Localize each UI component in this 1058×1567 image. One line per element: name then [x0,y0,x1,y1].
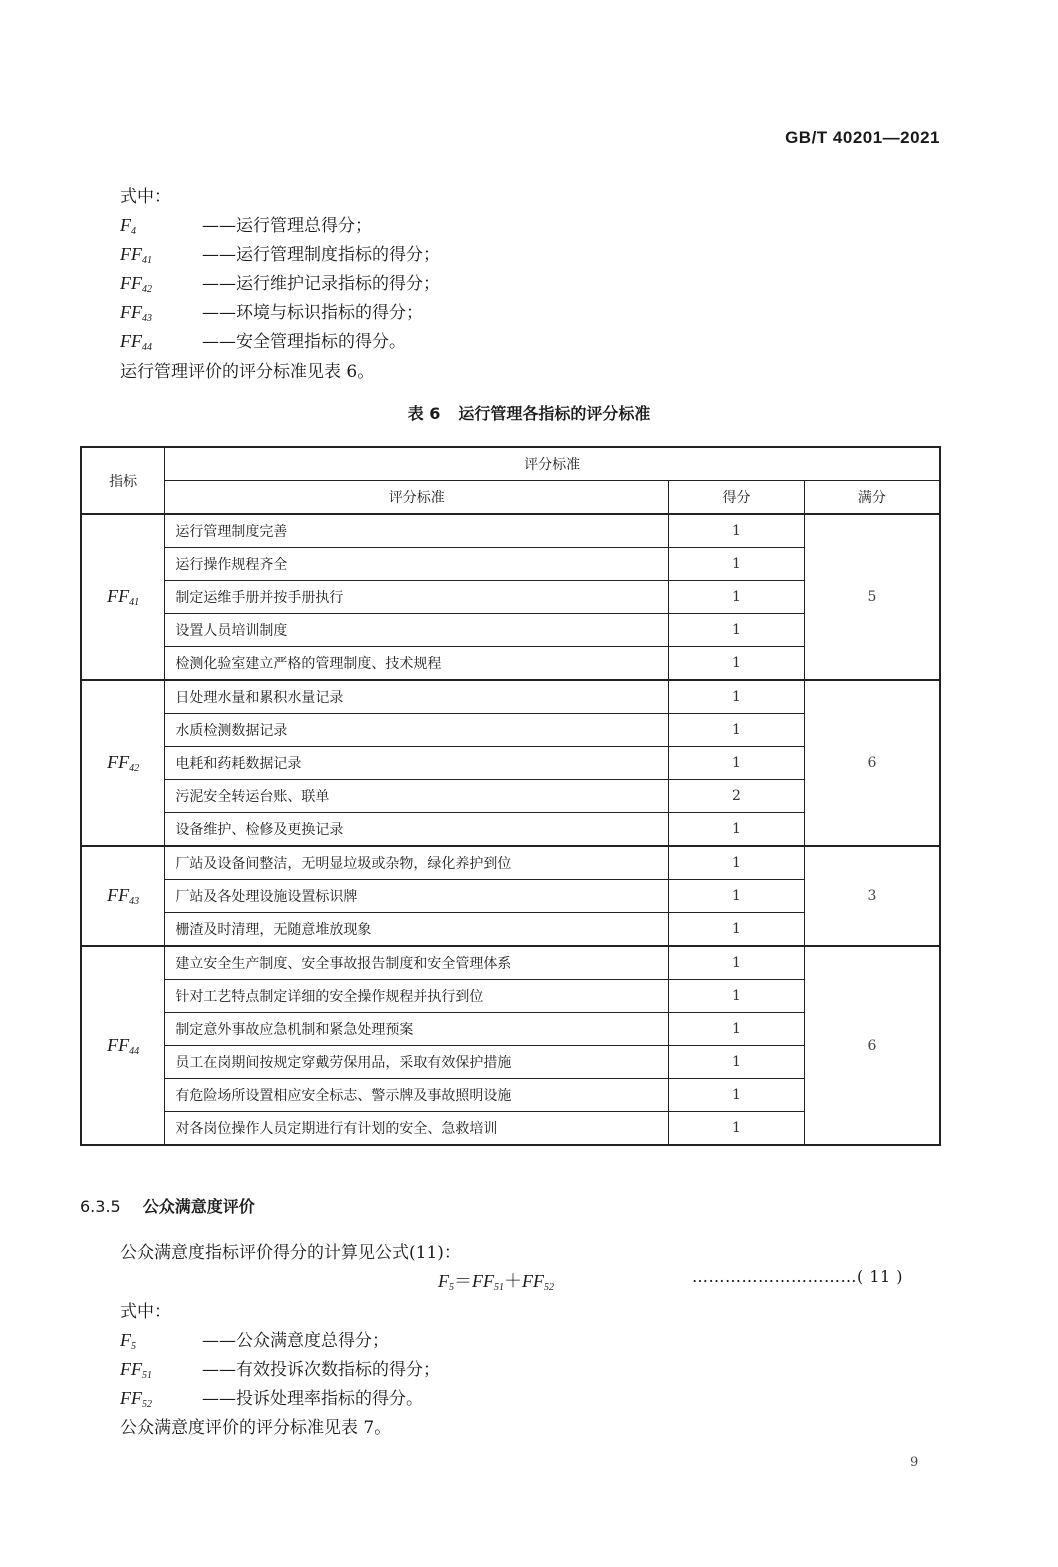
table-row [81,846,940,880]
score-cell: 1 [669,980,805,1013]
criterion-cell: 设置人员培训制度 [165,614,669,647]
score-cell: 1 [669,548,805,581]
score-cell: 1 [669,813,805,847]
score-cell: 1 [669,1046,805,1079]
definition-line [120,327,406,353]
scoring-table [80,446,941,1146]
header-score: 得分 [669,481,805,515]
table-row [81,946,940,980]
criterion-cell: 日处理水量和累积水量记录 [165,680,669,714]
criterion-cell: 电耗和药耗数据记录 [165,747,669,780]
criterion-cell: 检测化验室建立严格的管理制度、技术规程 [165,647,669,681]
definition-line [120,269,440,295]
table-caption [0,401,1058,424]
definition-text: ——环境与标识指标的得分； [202,303,423,323]
definition-symbol: $FF_{51}$ [120,1359,152,1381]
definition-line [120,298,423,324]
definition-text: ——有效投诉次数指标的得分； [202,1360,440,1380]
score-cell: 1 [669,581,805,614]
section-number: 6.3.5 [80,1197,121,1216]
definition-line [120,211,372,237]
header-indicator: 指标 [81,447,165,514]
definition-text: ——运行维护记录指标的得分； [202,274,440,294]
header-full-score: 满分 [804,481,940,515]
formula-intro: 公众满意度指标评价得分的计算见公式(11)： [120,1243,461,1263]
score-cell: 1 [669,1112,805,1146]
score-cell: 1 [669,1013,805,1046]
full-score-cell: 6 [804,946,940,1145]
score-cell: 1 [669,747,805,780]
definition-symbol: $FF_{52}$ [120,1388,152,1410]
criterion-cell: 制定运维手册并按手册执行 [165,581,669,614]
standard-code: GB/T 40201—2021 [785,128,940,147]
criterion-cell: 运行管理制度完善 [165,514,669,548]
score-cell: 1 [669,680,805,714]
where-label-2: 式中： [120,1302,171,1322]
criterion-cell: 厂站及各处理设施设置标识牌 [165,880,669,913]
formula: $F_5=FF_{51}+FF_{52}$ [438,1271,554,1293]
criterion-cell: 厂站及设备间整洁，无明显垃圾或杂物，绿化养护到位 [165,846,669,880]
score-cell: 1 [669,714,805,747]
score-cell: 1 [669,614,805,647]
score-cell: 1 [669,946,805,980]
score-cell: 1 [669,846,805,880]
criterion-cell: 建立安全生产制度、安全事故报告制度和安全管理体系 [165,946,669,980]
definition-line [120,1384,423,1410]
table-row [81,680,940,714]
criterion-cell: 水质检测数据记录 [165,714,669,747]
definition-text: ——投诉处理率指标的得分。 [202,1389,423,1409]
full-score-cell: 5 [804,514,940,680]
definition-text: ——运行管理总得分； [202,216,372,236]
definition-symbol: $FF_{41}$ [120,244,152,266]
full-score-cell: 3 [804,846,940,946]
criterion-cell: 设备维护、检修及更换记录 [165,813,669,847]
definition-line [120,240,440,266]
criterion-cell: 运行操作规程齐全 [165,548,669,581]
section-title: 公众满意度评价 [142,1197,255,1216]
section-heading [80,1194,255,1217]
criterion-cell: 对各岗位操作人员定期进行有计划的安全、急救培训 [165,1112,669,1146]
definition-symbol: $F_4$ [120,215,136,237]
definition-text: ——运行管理制度指标的得分； [202,245,440,265]
table-row [81,514,940,548]
score-cell: 1 [669,514,805,548]
definition-symbol: $FF_{42}$ [120,273,152,295]
definition-line [120,1326,389,1352]
definition-symbol: $FF_{43}$ [120,302,152,324]
header-criterion: 评分标准 [165,481,669,515]
criterion-cell: 制定意外事故应急机制和紧急处理预案 [165,1013,669,1046]
definition-symbol: $F_5$ [120,1330,136,1352]
where-label: 式中： [120,187,171,207]
definition-text: ——安全管理指标的得分。 [202,332,406,352]
indicator-cell: $FF_{44}$ [81,946,165,1145]
criterion-cell: 有危险场所设置相应安全标志、警示牌及事故照明设施 [165,1079,669,1112]
indicator-cell: $FF_{42}$ [81,680,165,846]
table-title: 运行管理各指标的评分标准 [458,404,651,423]
criterion-cell: 栅渣及时清理，无随意堆放现象 [165,913,669,947]
criterion-cell: 污泥安全转运台账、联单 [165,780,669,813]
criterion-cell: 员工在岗期间按规定穿戴劳保用品，采取有效保护措施 [165,1046,669,1079]
score-cell: 1 [669,1079,805,1112]
full-score-cell: 6 [804,680,940,846]
definition-symbol: $FF_{44}$ [120,331,152,353]
definition-line [120,1355,440,1381]
indicator-cell: $FF_{41}$ [81,514,165,680]
score-cell: 1 [669,913,805,947]
formula-number: …………………………( 11 ) [692,1267,904,1286]
table-reference: 运行管理评价的评分标准见表 6。 [120,362,375,382]
criterion-cell: 针对工艺特点制定详细的安全操作规程并执行到位 [165,980,669,1013]
score-cell: 1 [669,880,805,913]
indicator-cell: $FF_{43}$ [81,846,165,946]
table-number: 表 6 [407,404,441,423]
page-number: 9 [910,1455,919,1470]
header-group: 评分标准 [165,447,940,481]
definition-text: ——公众满意度总得分； [202,1331,389,1351]
table-reference-2: 公众满意度评价的评分标准见表 7。 [120,1418,392,1438]
score-cell: 2 [669,780,805,813]
score-cell: 1 [669,647,805,681]
